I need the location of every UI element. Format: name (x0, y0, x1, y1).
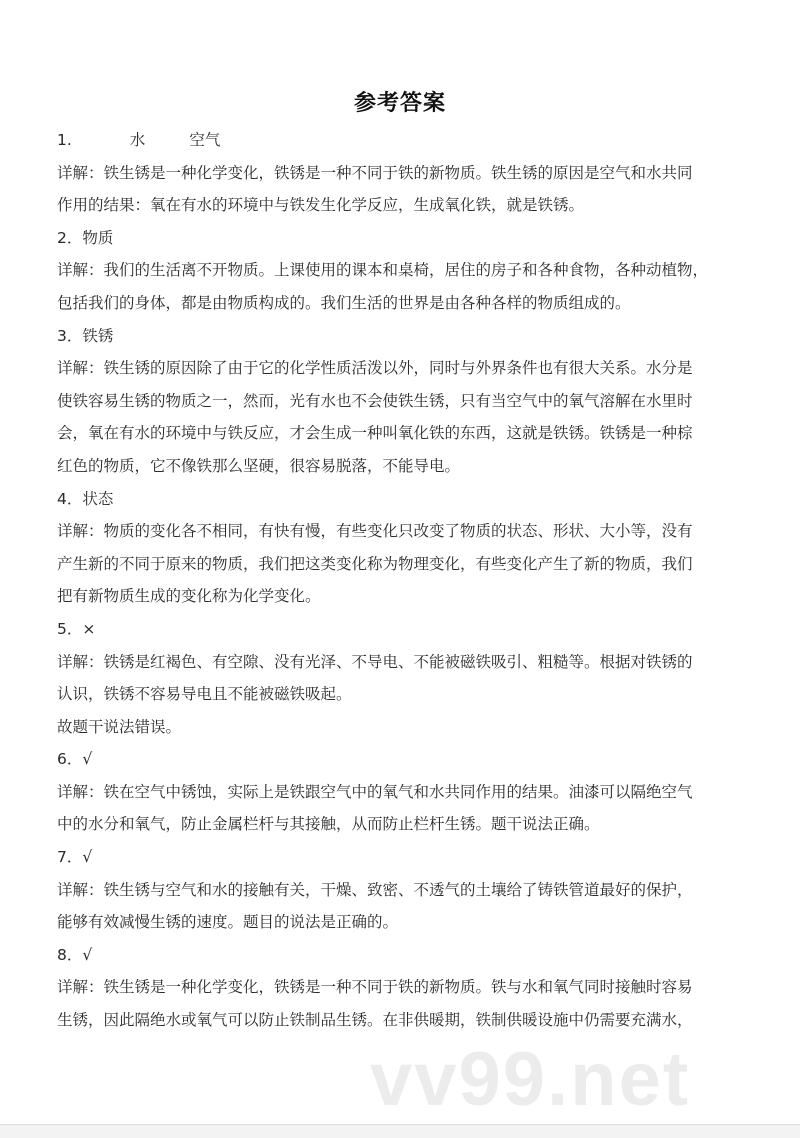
explanation-line: 包括我们的身体，都是由物质构成的。我们生活的世界是由各种各样的物质组成的。 (57, 293, 631, 312)
explanation-line: 产生新的不同于原来的物质，我们把这类变化称为物理变化，有些变化产生了新的物质，我们 (57, 554, 693, 573)
answer-heading: 6．√ (57, 750, 93, 769)
answer-heading: 5．× (57, 619, 96, 638)
explanation-lines (57, 157, 757, 1037)
explanation-line: 会，氧在有水的环境中与铁反应，才会生成一种叫氧化铁的东西，这就是铁锈。铁锈是一种棕 (57, 424, 693, 443)
explanation-line: 红色的物质，它不像铁那么坚硬，很容易脱落，不能导电。 (57, 456, 461, 475)
explanation-line: 详解：物质的变化各不相同，有快有慢，有些变化只改变了物质的状态、形状、大小等，没有 (57, 522, 693, 541)
answer-list (57, 124, 757, 1037)
explanation-line: 详解：铁在空气中锈蚀，实际上是铁跟空气中的氧气和水共同作用的结果。油漆可以隔绝空气 (57, 782, 693, 801)
answer-heading: 3．铁锈 (57, 326, 114, 345)
answer-heading: 8．√ (57, 945, 93, 964)
explanation-line: 使铁容易生锈的物质之一，然而，光有水也不会使铁生锈，只有当空气中的氧气溶解在水里时 (57, 391, 693, 410)
answer-heading: 7．√ (57, 848, 93, 867)
explanation-line: 故题干说法错误。 (57, 717, 182, 736)
explanation-line: 把有新物质生成的变化称为化学变化。 (57, 587, 321, 606)
explanation-line: 详解：铁生锈的原因除了由于它的化学性质活泼以外，同时与外界条件也有很大关系。水分是 (57, 359, 693, 378)
explanation-line: 详解：铁生锈与空气和水的接触有关，干燥、致密、不透气的土壤给了铸铁管道最好的保护， (57, 880, 693, 899)
answer-number: 1. (57, 131, 72, 149)
watermark: vv99.net (370, 1037, 691, 1122)
answer-heading: 4．状态 (57, 489, 114, 508)
explanation-line: 详解：铁锈是红褐色、有空隙、没有光泽、不导电、不能被磁铁吸引、粗糙等。根据对铁锈的 (57, 652, 693, 671)
explanation-line: 详解：铁生锈是一种化学变化，铁锈是一种不同于铁的新物质。铁与水和氧气同时接触时容易 (57, 978, 693, 997)
answer-1 (57, 124, 757, 157)
explanation-line: 详解：我们的生活离不开物质。上课使用的课本和桌椅，居住的房子和各种食物，各种动植物， (57, 261, 709, 280)
explanation-line: 作用的结果：氧在有水的环境中与铁发生化学反应，生成氧化铁，就是铁锈。 (57, 196, 585, 215)
explanation-line: 认识，铁锈不容易导电且不能被磁铁吸起。 (57, 685, 352, 704)
explanation-line: 详解：铁生锈是一种化学变化，铁锈是一种不同于铁的新物质。铁生锈的原因是空气和水共同 (57, 163, 693, 182)
page-title: 参考答案 (353, 91, 446, 116)
answer-blank-2: 空气 (189, 131, 221, 149)
explanation-line: 生锈，因此隔绝水或氧气可以防止铁制品生锈。在非供暖期，铁制供暖设施中仍需要充满水， (57, 1011, 693, 1030)
answer-blank-1: 水 (129, 131, 146, 149)
explanation-line: 能够有效减慢生锈的速度。题目的说法是正确的。 (57, 913, 399, 932)
explanation-line: 中的水分和氧气，防止金属栏杆与其接触，从而防止栏杆生锈。题干说法正确。 (57, 815, 600, 834)
page-bottom-edge (0, 1124, 800, 1138)
answer-heading: 2．物质 (57, 228, 114, 247)
